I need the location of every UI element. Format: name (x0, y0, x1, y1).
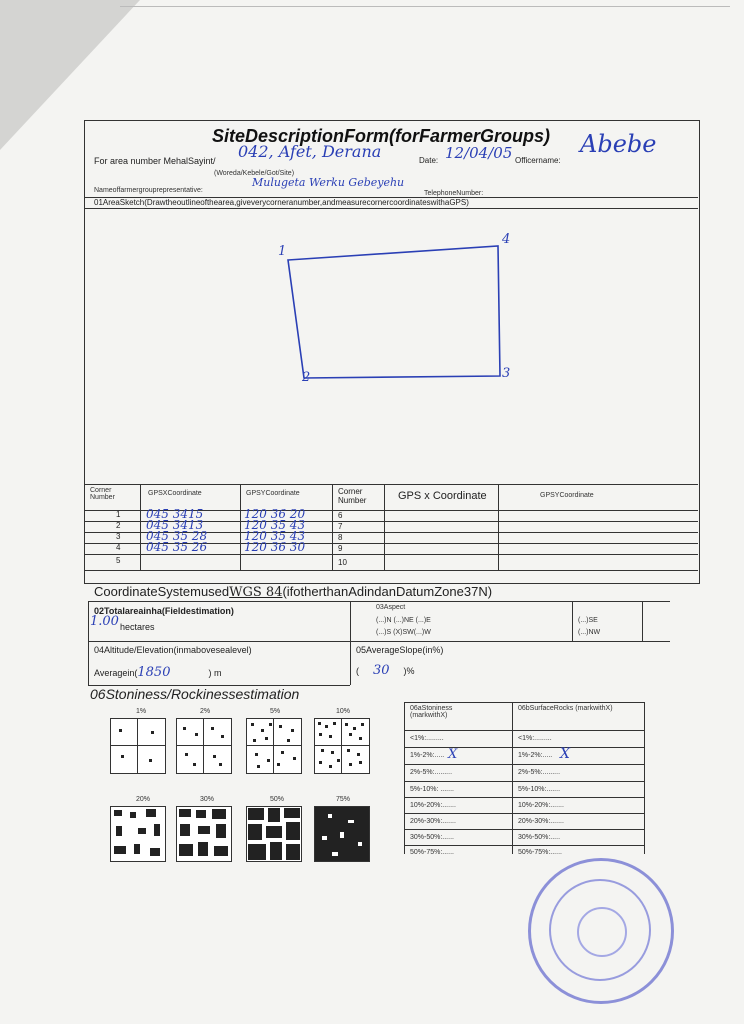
stone-dot (349, 763, 352, 766)
stone-dot (359, 737, 362, 740)
surface-rocks-mark: X (560, 746, 570, 762)
box-line (572, 601, 573, 641)
stone-dot (151, 731, 154, 734)
stamp-emblem (577, 907, 627, 957)
stone-dot (281, 751, 284, 754)
surface-rocks-b-row: 20%-30%:....... (518, 818, 564, 825)
stone-label: 50% (270, 796, 285, 803)
stone-dot (119, 729, 122, 732)
altitude-suffix: ) m (208, 668, 222, 678)
coord-system-post: (ifotherthanAdindanDatumZone37N) (282, 584, 493, 599)
stone-example-30 (176, 806, 232, 862)
stone-dot (219, 763, 222, 766)
area-total-value: 1.00 (90, 614, 119, 629)
row-x: 045 3413 (146, 518, 204, 532)
stoniness-a-row: 10%-20%:....... (410, 802, 456, 809)
area-unit: hectares (120, 622, 155, 632)
surface-rocks-b-row: 5%-10%:....... (518, 786, 561, 793)
box-line (644, 702, 645, 854)
stone-dot (261, 729, 264, 732)
divider (404, 702, 644, 703)
representative-label: Nameoffarmergrouprepresentative: (94, 187, 203, 194)
stone-dot (185, 753, 188, 756)
row-corner: 3 (116, 532, 121, 541)
sketch-corner-label: 3 (502, 366, 511, 381)
section-01-heading: 01AreaSketch(Drawtheoutlineofthearea,giveverycorneranumber,andmeasurecornercoordinateswithaGPS) (94, 198, 469, 207)
stone-example-50 (246, 806, 302, 862)
altitude-prefix: Averagein( (94, 668, 138, 678)
stone-label: 5% (270, 708, 281, 715)
row-corner-2: 6 (338, 511, 343, 520)
stone-dot (293, 757, 296, 760)
stone-label: 20% (136, 796, 151, 803)
stoniness-a-row: <1%:......... (410, 735, 444, 742)
official-stamp (528, 858, 674, 1004)
row-x: 045 35 28 (146, 529, 208, 543)
stone-dot (195, 733, 198, 736)
table-row-line (404, 747, 644, 748)
row-corner: 5 (116, 556, 121, 565)
box-line (512, 702, 513, 854)
box-line (350, 601, 351, 685)
box-line (642, 601, 643, 641)
stone-dot (347, 749, 350, 752)
stone-dot (319, 761, 322, 764)
table-row-line (404, 764, 644, 765)
col-header-x-2: GPS x Coordinate (398, 490, 487, 502)
stoniness-a-row: 50%-75%:...... (410, 849, 454, 856)
box-line (404, 702, 405, 854)
stone-example-10 (314, 718, 370, 774)
col-header-corner-2: Corner Number (338, 487, 367, 505)
row-corner-2: 10 (338, 558, 347, 567)
stone-label: 75% (336, 796, 351, 803)
stone-dot (321, 749, 324, 752)
table-col-line (140, 484, 141, 570)
divider (88, 641, 670, 642)
sketch-corner-label: 2 (302, 370, 311, 385)
date-label: Date: (419, 156, 439, 165)
slope-label: 05AverageSlope(in%) (356, 645, 444, 655)
stone-label: 10% (336, 708, 351, 715)
stone-dot (361, 723, 364, 726)
aspect-option-se: (...)SE (578, 617, 598, 624)
table-col-line (240, 484, 241, 570)
stoniness-col-a-header: 06aStoniness (markwithX) (410, 705, 453, 719)
aspect-options-2: (...)S (X)SW(...)W (376, 629, 431, 636)
surface-rocks-b-row: 10%-20%:....... (518, 802, 564, 809)
row-x: 045 3415 (146, 507, 204, 521)
slope-prefix: ( (356, 666, 359, 676)
stone-label: 30% (200, 796, 215, 803)
row-corner-2: 8 (338, 533, 343, 542)
page-edge-line (120, 6, 730, 7)
table-row-line (404, 845, 644, 846)
stone-dot (353, 727, 356, 730)
row-y: 120 36 30 (244, 540, 306, 554)
stone-dot (337, 759, 340, 762)
stone-label: 1% (136, 708, 147, 715)
stoniness-a-row: 30%-50%:...... (410, 834, 454, 841)
coord-system-pre: CoordinateSystemused (94, 584, 230, 599)
sketch-corner-label: 4 (502, 232, 511, 247)
stone-dot (329, 765, 332, 768)
stoniness-mark: X (448, 747, 458, 762)
officer-name-label: Officername: (515, 156, 561, 165)
altitude-value: 1850 (137, 665, 171, 680)
stone-dot (291, 729, 294, 732)
stone-dot (213, 755, 216, 758)
officer-handwriting-top: Abebe (580, 130, 657, 158)
divider (84, 484, 698, 485)
area-number-value: 042, Afet, Derana (238, 142, 382, 161)
stone-example-5 (246, 718, 302, 774)
altitude-line (94, 665, 221, 680)
stone-dot (193, 763, 196, 766)
stone-dot (121, 755, 124, 758)
stone-dot (319, 733, 322, 736)
stone-dot (279, 725, 282, 728)
box-line (88, 601, 89, 685)
stone-dot (349, 733, 352, 736)
surface-rocks-b-row: 30%-50%:..... (518, 834, 561, 841)
surface-rocks-b-row: 50%-75%:...... (518, 849, 562, 856)
table-row-line (404, 730, 644, 731)
form-title: SiteDescriptionForm(forFarmerGroups) (212, 126, 551, 146)
divider (84, 208, 698, 209)
stoniness-a-row: 1%-2%:..... (410, 752, 445, 759)
stone-dot (211, 727, 214, 730)
table-row-line (404, 829, 644, 830)
table-row-line (404, 781, 644, 782)
stone-dot (331, 751, 334, 754)
row-corner-2: 7 (338, 522, 343, 531)
row-x: 045 35 26 (146, 540, 208, 554)
aspect-options-1: (...)N (...)NE (...)E (376, 617, 431, 624)
stone-dot (269, 723, 272, 726)
coord-system-value: WGS 84 (229, 585, 283, 600)
row-corner-2: 9 (338, 544, 343, 553)
stone-example-75 (314, 806, 370, 862)
col-header-y: GPSYCoordinate (246, 490, 300, 497)
col-header-corner: Corner Number (90, 487, 115, 501)
aspect-label: 03Aspect (376, 604, 406, 611)
stone-dot (251, 723, 254, 726)
stone-dot (149, 759, 152, 762)
aspect-option-nw: (...)NW (578, 629, 601, 636)
slope-line (356, 663, 415, 678)
row-y: 120 35 43 (244, 518, 306, 532)
stone-example-20 (110, 806, 166, 862)
row-corner: 1 (116, 510, 121, 519)
stone-dot (183, 727, 186, 730)
table-col-line (332, 484, 333, 570)
altitude-label: 04Altitude/Elevation(inmabovesealevel) (94, 645, 252, 655)
stone-dot (255, 753, 258, 756)
table-row-line (404, 797, 644, 798)
stone-dot (345, 723, 348, 726)
stone-dot (318, 722, 321, 725)
stone-dot (253, 739, 256, 742)
stone-dot (329, 735, 332, 738)
table-col-line (498, 484, 499, 570)
stone-dot (257, 765, 260, 768)
stone-label: 2% (200, 708, 211, 715)
stoniness-col-b-header: 06bSurfaceRocks (markwithX) (518, 705, 613, 712)
stoniness-a-row: 20%-30%:....... (410, 818, 456, 825)
table-row-line (84, 554, 698, 555)
row-y: 120 36 20 (244, 507, 306, 521)
area-number-label: For area number MehalSayint/ (94, 156, 216, 166)
area-sublabel: (Woreda/Kebele/Got/Site) (214, 170, 295, 177)
slope-suffix: )% (403, 666, 415, 676)
stone-dot (333, 722, 336, 725)
stone-dot (357, 753, 360, 756)
stone-dot (267, 759, 270, 762)
divider (88, 601, 670, 602)
stoniness-a-row: 2%-5%:......... (410, 769, 453, 776)
stoniness-title: 06Stoniness/Rockinessestimation (90, 686, 300, 702)
row-y: 120 35 43 (244, 529, 306, 543)
stone-dot (265, 737, 268, 740)
area-outline (288, 246, 500, 378)
surface-rocks-b-row: 2%-5%:......... (518, 769, 561, 776)
surface-rocks-b-row: <1%:......... (518, 735, 552, 742)
col-header-x: GPSXCoordinate (148, 490, 202, 497)
surface-rocks-b-row: 1%-2%:..... (518, 752, 553, 759)
stoniness-a-row: 5%-10%: ....... (410, 786, 454, 793)
stone-dot (325, 725, 328, 728)
row-corner: 2 (116, 521, 121, 530)
stone-dot (287, 739, 290, 742)
slope-value: 30 (373, 663, 390, 678)
stone-dot (359, 761, 362, 764)
coordinate-system-line (94, 584, 492, 600)
row-corner: 4 (116, 543, 121, 552)
stone-example-2 (176, 718, 232, 774)
area-total-label: 02Totalareainha(Fieldestimation) (94, 606, 234, 616)
representative-value: Mulugeta Werku Gebeyehu (252, 176, 405, 189)
stone-dot (221, 735, 224, 738)
col-header-y-2: GPSYCoordinate (540, 492, 594, 499)
sketch-corner-label: 1 (278, 244, 287, 259)
table-col-line (384, 484, 385, 570)
telephone-label: TelephoneNumber: (424, 190, 484, 197)
stone-example-1 (110, 718, 166, 774)
stone-dot (277, 763, 280, 766)
date-value: 12/04/05 (445, 144, 513, 162)
table-row-line (404, 813, 644, 814)
table-row-line (84, 570, 698, 571)
